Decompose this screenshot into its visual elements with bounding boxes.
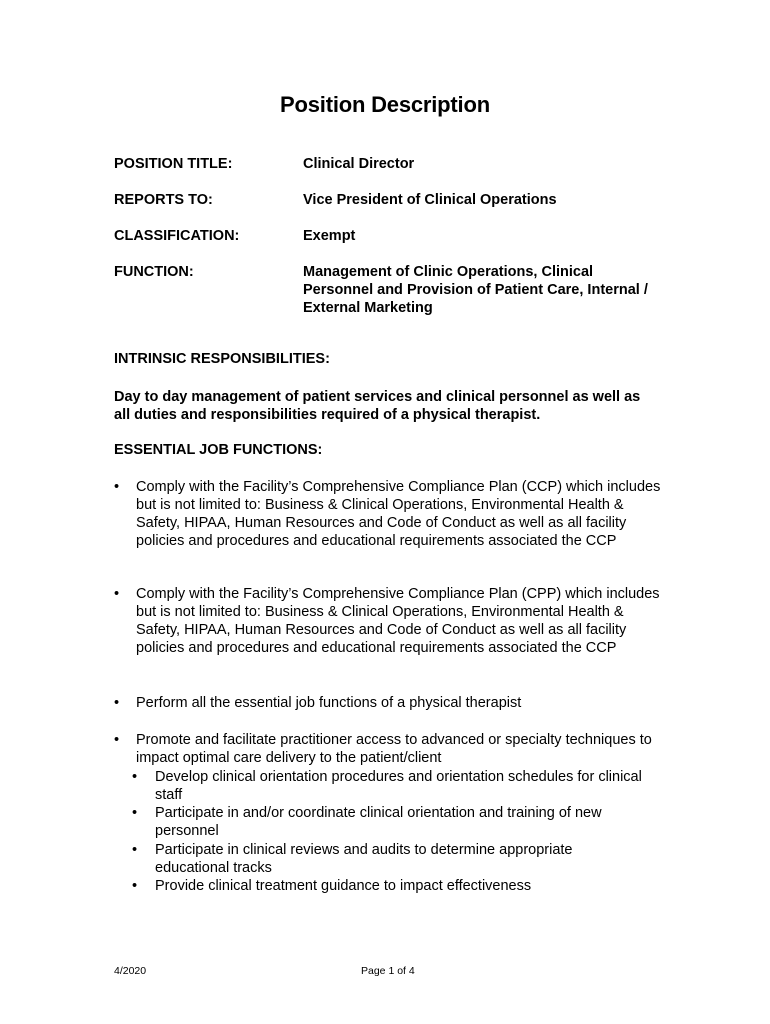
intrinsic-heading: INTRINSIC RESPONSIBILITIES: [114, 351, 330, 367]
field-value: Management of Clinic Operations, Clinical Personnel and Provision of Patient Care, Internal / External Marketing [303, 264, 648, 316]
bullet-icon: • [114, 479, 120, 495]
essential-heading: ESSENTIAL JOB FUNCTIONS: [114, 442, 323, 458]
sub-list-item-text: Participate in clinical reviews and audits to determine appropriate educational tracks [155, 842, 573, 876]
field-label: CLASSIFICATION: [114, 228, 240, 244]
footer-date: 4/2020 [114, 965, 147, 977]
sub-list-item-text: Develop clinical orientation procedures and orientation schedules for clinical staff [155, 769, 642, 803]
list-item-text: Promote and facilitate practitioner access to advanced or specialty techniques to impact optimal care delivery to the patient/client [136, 732, 652, 766]
field-label: FUNCTION: [114, 264, 194, 280]
bullet-icon: • [114, 732, 120, 748]
bullet-icon: • [132, 805, 138, 821]
sub-list-item-text: Provide clinical treatment guidance to impact effectiveness [155, 878, 532, 894]
field-value: Exempt [303, 228, 356, 244]
list-item-text: Perform all the essential job functions of a physical therapist [136, 695, 522, 711]
bullet-icon: • [114, 695, 120, 711]
page-title: Position Description [280, 92, 490, 117]
bullet-icon: • [132, 878, 138, 894]
field-value: Clinical Director [303, 156, 415, 172]
list-item-text: Comply with the Facility’s Comprehensive Compliance Plan (CCP) which includes but is not limited to: Business & Clinical Operations, Environmental Health & Safety, HIPAA, Human Resources and Code of Conduct as well as all facility policies and procedures and educational requirements associated the CCP [136, 479, 661, 549]
bullet-icon: • [132, 769, 138, 785]
sub-list-item-text: Participate in and/or coordinate clinical orientation and training of new personnel [155, 805, 602, 839]
list-item-text: Comply with the Facility’s Comprehensive Compliance Plan (CPP) which includes but is not limited to: Business & Clinical Operations, Environmental Health & Safety, HIPAA, Human Resources and Code of Conduct as well as all facility policies and procedures and educational requirements associated the CCP [136, 586, 660, 656]
bullet-icon: • [114, 586, 120, 602]
field-label: POSITION TITLE: [114, 156, 233, 172]
field-label: REPORTS TO: [114, 192, 213, 208]
field-value: Vice President of Clinical Operations [303, 192, 557, 208]
footer-page-number: Page 1 of 4 [361, 965, 415, 977]
intrinsic-text: Day to day management of patient services and clinical personnel as well as all duties and responsibilities required of a physical therapist. [114, 389, 641, 423]
bullet-icon: • [132, 842, 138, 858]
